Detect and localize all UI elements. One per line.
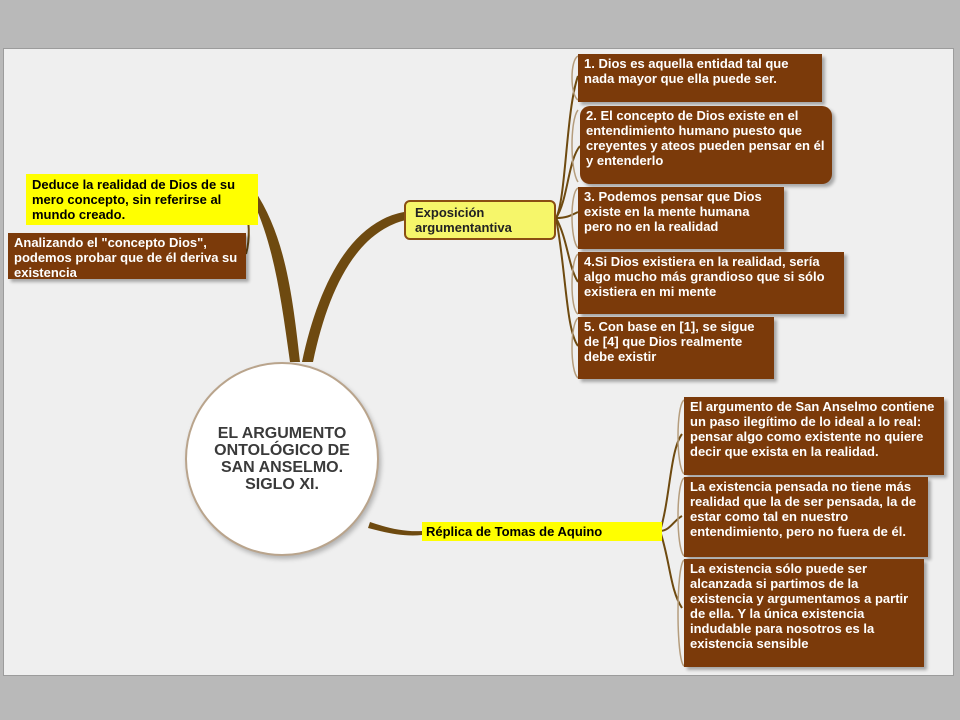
exposition-step-1: 1. Dios es aquella entidad tal que nada mayor que ella puede ser. [578,54,822,102]
reply-label: Réplica de Tomas de Aquino [422,522,662,541]
exposition-step-3: 3. Podemos pensar que Dios existe en la mente humana pero no en la realidad [578,187,784,249]
exposition-step-5: 5. Con base en [1], se sigue de [4] que Dios realmente debe existir [578,317,774,379]
exposition-step-2: 2. El concepto de Dios existe en el entendimiento humano puesto que creyentes y ateos pueden pensar en él y entenderlo [580,106,832,184]
reply-point-1: El argumento de San Anselmo contiene un paso ilegítimo de lo ideal a lo real: pensar algo como existente no quiere decir que exista en la realidad. [684,397,944,475]
reply-point-2: La existencia pensada no tiene más realidad que la de ser pensada, la de estar como tal en nuestro entendimiento, pero no fuera de él. [684,477,928,557]
analysis-note: Analizando el "concepto Dios", podemos probar que de él deriva su existencia [8,233,246,279]
exposition-label: Exposición argumentantiva [404,200,556,240]
link-step-4 [556,218,578,282]
central-topic [185,362,379,556]
central-topic-title: EL ARGUMENTO ONTOLÓGICO DE SAN ANSELMO. SIGLO XI. [214,425,350,493]
exposition-step-4: 4.Si Dios existiera en la realidad, sería algo mucho más grandioso que si sólo existiera en mi mente [578,252,844,314]
reply-point-3: La existencia sólo puede ser alcanzada si partimos de la existencia y argumentamos a partir de ella. Y la única existencia indudable para nosotros es la existencia sensible [684,559,924,667]
branch-to-reply [368,522,422,535]
branch-to-exposition [302,212,406,362]
definition-note: Deduce la realidad de Dios de su mero concepto, sin referirse al mundo creado. [26,174,258,225]
